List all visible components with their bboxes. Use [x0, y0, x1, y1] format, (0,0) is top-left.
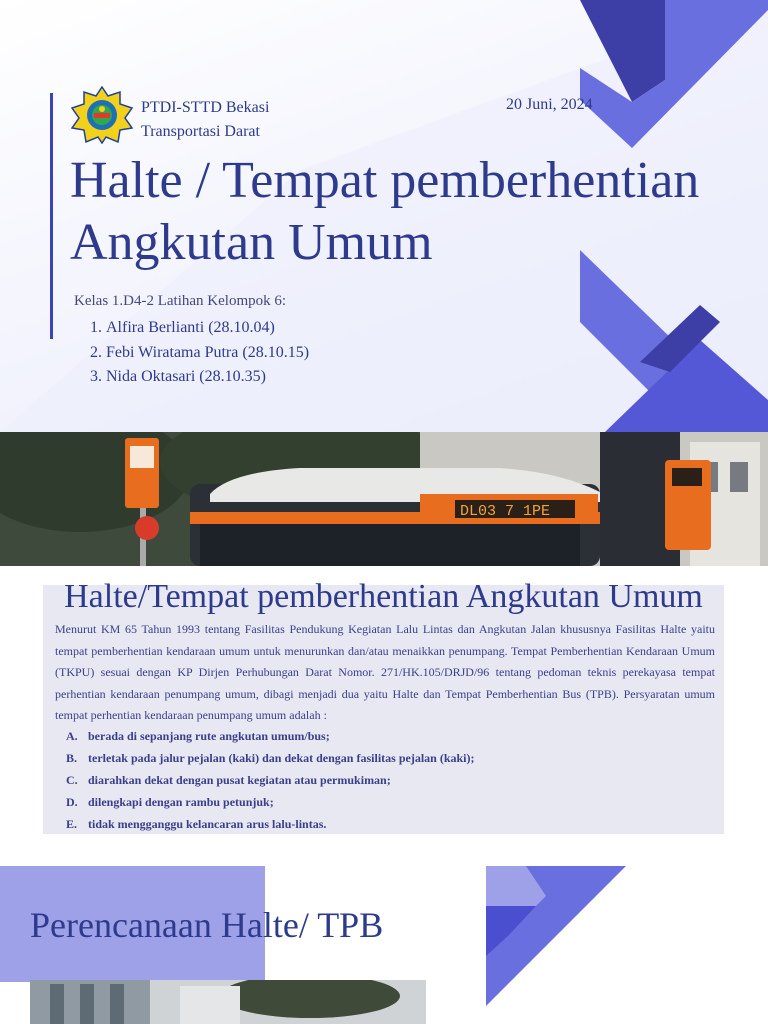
section-title: Halte/Tempat pemberhentian Angkutan Umum [64, 578, 703, 615]
institution-name: PTDI-STTD Bekasi [141, 99, 270, 116]
requirement-letter: B. [66, 750, 78, 765]
chevron-decoration [486, 866, 626, 1006]
definition-slide [0, 432, 768, 838]
requirement-text: dilengkapi dengan rambu petunjuk; [88, 794, 274, 809]
member-item: 3. Nida Oktasari (28.10.35) [106, 365, 309, 390]
requirements-list [66, 726, 475, 836]
title-slide [0, 0, 768, 432]
street-photo [30, 980, 426, 1024]
member-item: 2. Febi Wiratama Putra (28.10.15) [106, 341, 309, 366]
institution-logo [70, 86, 134, 144]
bus-destination-sign: DL03 7 1PE [460, 503, 551, 520]
requirement-text: terletak pada jalur pejalan (kaki) dan dekat dengan fasilitas pejalan (kaki); [88, 750, 475, 765]
department-name: Transportasi Darat [141, 123, 260, 140]
requirement-item [66, 792, 475, 814]
planning-title: Perencanaan Halte/ TPB [30, 905, 384, 945]
requirement-text: berada di sepanjang rute angkutan umum/bus; [88, 729, 330, 743]
requirement-letter: E. [66, 816, 78, 831]
definition-text: Menurut KM 65 Tahun 1993 tentang Fasilitas Pendukung Kegiatan Lalu Lintas dan Angkutan Jalan khususnya Fasilitas Halte yaitu tempat pemberhentian kendaraan umum untuk menurunkan dan/atau menaikkan penumpang. Tempat Pemberhentian Kendaraan Umum (TKPU) sesuai dengan KP Dirjen Perhubungan Darat Nomor. 271/HK.105/DRJD/96 tentang pedoman teknis perekayasa tempat perhentian kendaraan penumpang umum, dibagi menjadi dua yaitu Halte dan Tempat Pemberhentian Bus (TPB). Persyaratan umum tempat perhentian kendaraan penumpang umum adalah : [55, 622, 715, 722]
requirement-text: diarahkan dekat dengan pusat kegiatan atau permukiman; [88, 772, 391, 787]
requirement-item [66, 770, 475, 792]
requirement-item [66, 748, 475, 770]
slide-title: Halte / Tempat pemberhentian Angkutan Umum [70, 152, 700, 271]
requirement-item [66, 814, 475, 836]
requirement-letter: D. [66, 794, 78, 809]
institution-info [141, 96, 269, 144]
accent-vertical-line [50, 93, 53, 339]
member-item: 1. Alfira Berlianti (28.10.04) [106, 316, 309, 341]
bus-photo [0, 432, 768, 566]
requirement-letter: A. [66, 729, 78, 743]
requirement-text: tidak mengganggu kelancaran arus lalu-lintas. [88, 816, 327, 831]
group-line: Kelas 1.D4-2 Latihan Kelompok 6: [74, 293, 287, 309]
requirement-item [66, 726, 475, 748]
presentation-date: 20 Juni, 2024 [506, 96, 593, 113]
planning-slide [0, 866, 768, 1024]
requirement-letter: C. [66, 772, 78, 787]
member-list [74, 316, 309, 390]
